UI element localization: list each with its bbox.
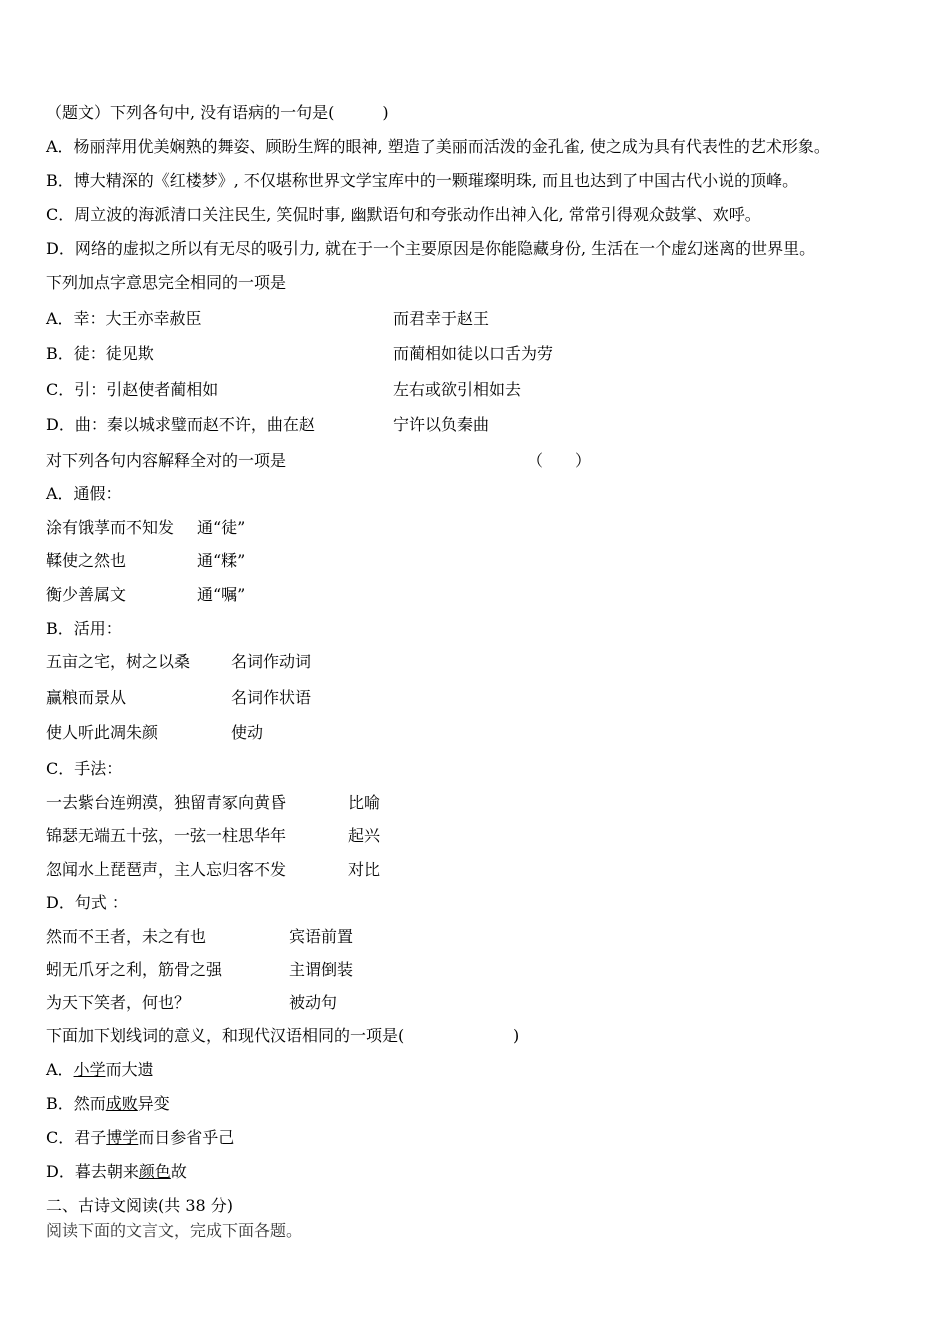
q3-group-b-head: B．活用：	[46, 619, 122, 638]
q1-option-d: D．网络的虚拟之所以有无尽的吸引力, 就在于一个主要原因是你能隐藏身份, 生活在一个虚幻迷离的世界里。	[46, 239, 816, 258]
q3-group-d-head: D．句式 ：	[46, 893, 128, 912]
q2-row-a-right: 而君幸于赵王	[393, 309, 490, 328]
q3-c-row1-sentence: 一去紫台连朔漠，独留青冢向黄昏	[46, 793, 287, 812]
q3-c-row3-note: 对比	[348, 860, 381, 879]
q4-option-d	[46, 1162, 187, 1182]
q4-option-c	[46, 1128, 234, 1148]
q4-option-d-post: 故	[170, 1162, 187, 1181]
q2-row-c-left: C．引：引赵使者蔺相如	[46, 380, 219, 399]
q3-c-row2-note: 起兴	[348, 826, 381, 845]
q4-option-a-post: 而大遗	[105, 1060, 154, 1079]
q3-c-row2-sentence: 锦瑟无端五十弦，一弦一柱思华年	[46, 826, 287, 845]
q2-row-d-left: D．曲：秦以城求璧而赵不许，曲在赵	[46, 415, 315, 434]
q3-c-row3-sentence: 忽闻水上琵琶声，主人忘归客不发	[46, 860, 287, 879]
q3-a-row1-note: 通“徒”	[197, 518, 246, 537]
q3-d-row1-note: 宾语前置	[289, 927, 354, 946]
q3-a-row3-sentence: 衡少善属文	[46, 585, 127, 604]
section2-instruction: 阅读下面的文言文，完成下面各题。	[46, 1221, 303, 1240]
q4-option-b	[46, 1094, 170, 1114]
q3-d-row1-sentence: 然而不王者，未之有也	[46, 927, 207, 946]
q4-option-b-underlined: 成败	[105, 1094, 138, 1113]
q2-row-b-right: 而蔺相如徒以口舌为劳	[393, 344, 554, 363]
q3-b-row1-sentence: 五亩之宅，树之以桑	[46, 652, 191, 671]
q2-row-a-left: A．幸：大王亦幸赦臣	[46, 309, 202, 328]
section2-title: 二、古诗文阅读(共 38 分)	[46, 1196, 234, 1215]
q3-d-row2-note: 主谓倒装	[289, 960, 354, 979]
q4-option-c-label: C．	[46, 1128, 75, 1147]
q3-c-row1-note: 比喻	[348, 793, 381, 812]
q1-stem: （题文）下列各句中, 没有语病的一句是( )	[46, 103, 389, 122]
q1-option-c: C．周立波的海派清口关注民生, 笑侃时事, 幽默语句和夸张动作出神入化, 常常引得观众鼓掌、欢呼。	[46, 205, 761, 224]
q3-a-row2-sentence: 鞣使之然也	[46, 551, 127, 570]
q3-a-row1-sentence: 涂有饿莩而不知发	[46, 518, 175, 537]
q4-option-d-underlined: 颜色	[138, 1162, 171, 1181]
q4-option-c-post: 而日参省乎己	[138, 1128, 235, 1147]
q3-answer-paren: （ ）	[527, 451, 592, 470]
q3-b-row3-note: 使动	[231, 723, 264, 742]
q2-stem: 下列加点字意思完全相同的一项是	[46, 273, 287, 292]
q3-d-row2-sentence: 蚓无爪牙之利，筋骨之强	[46, 960, 223, 979]
q3-d-row3-sentence: 为天下笑者，何也？	[46, 993, 191, 1012]
q3-group-c-head: C．手法：	[46, 759, 123, 778]
q4-option-d-pre: 暮去朝来	[74, 1162, 139, 1181]
q2-row-d-right: 宁许以负秦曲	[393, 415, 490, 434]
q1-option-a: A．杨丽萍用优美娴熟的舞姿、顾盼生辉的眼神, 塑造了美丽而活泼的金孔雀, 使之成为具有代表性的艺术形象。	[46, 137, 830, 156]
q3-b-row1-note: 名词作动词	[231, 652, 312, 671]
q3-stem: 对下列各句内容解释全对的一项是	[46, 451, 287, 470]
q4-option-c-pre: 君子	[74, 1128, 107, 1147]
q3-b-row3-sentence: 使人听此凋朱颜	[46, 723, 159, 742]
q1-option-b: B．博大精深的《红楼梦》, 不仅堪称世界文学宝库中的一颗璀璨明珠, 而且也达到了中国古代小说的顶峰。	[46, 171, 799, 190]
q4-option-b-pre: 然而	[73, 1094, 106, 1113]
q4-option-b-label: B．	[46, 1094, 74, 1113]
q4-option-d-label: D．	[46, 1162, 75, 1181]
q2-row-c-right: 左右或欲引相如去	[393, 380, 522, 399]
q4-option-b-post: 异变	[137, 1094, 170, 1113]
q3-b-row2-sentence: 赢粮而景从	[46, 688, 127, 707]
q4-option-c-underlined: 博学	[106, 1128, 139, 1147]
q3-a-row3-note: 通“嘱”	[197, 585, 246, 604]
q4-option-a-pre: 小学	[73, 1060, 106, 1079]
q3-b-row2-note: 名词作状语	[231, 688, 312, 707]
q4-stem-close-paren: )	[513, 1026, 520, 1045]
q4-option-a-label: A．	[46, 1060, 74, 1079]
q4-stem: 下面加下划线词的意义，和现代汉语相同的一项是(	[46, 1026, 405, 1045]
q2-row-b-left: B．徒：徒见欺	[46, 344, 154, 363]
q3-group-a-head: A．通假：	[46, 484, 122, 503]
q3-d-row3-note: 被动句	[289, 993, 338, 1012]
q3-a-row2-note: 通“糅”	[197, 551, 246, 570]
q4-option-a	[46, 1060, 154, 1080]
